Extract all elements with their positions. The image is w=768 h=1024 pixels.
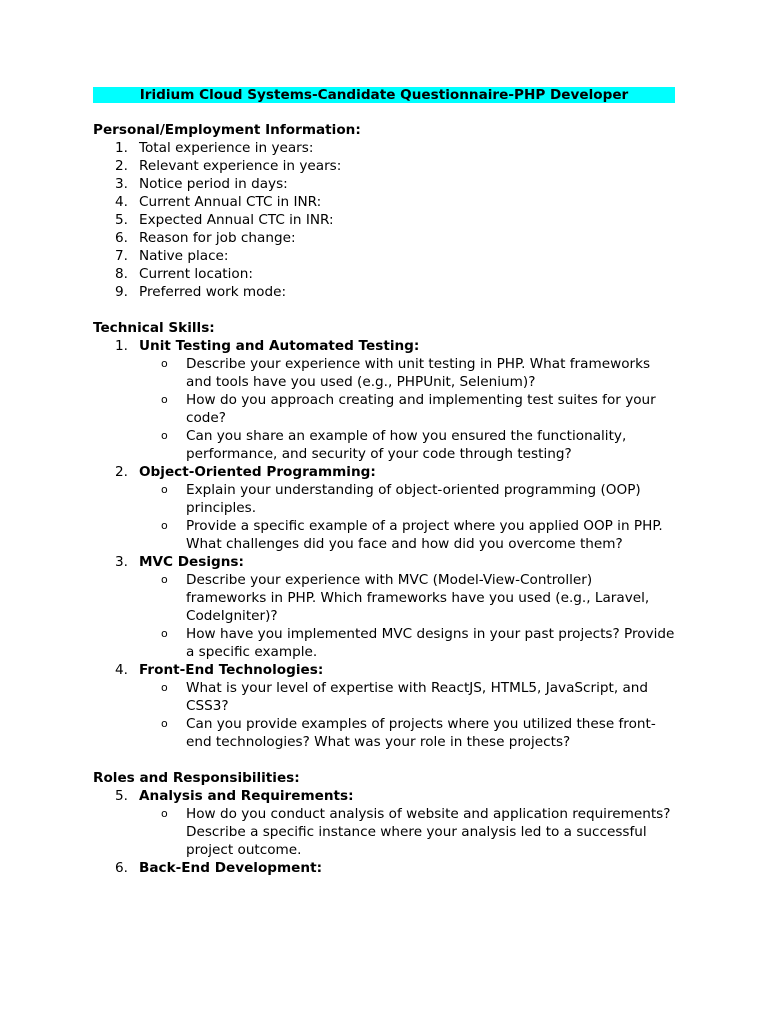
technical-skills-list: [93, 337, 683, 751]
list-number: 5.: [115, 788, 128, 804]
list-number: 4.: [115, 662, 128, 678]
list-item-text: Native place:: [139, 248, 229, 264]
question-item: [93, 715, 676, 751]
personal-info-item: [93, 175, 683, 193]
list-number: 9.: [115, 284, 128, 300]
list-number: 1.: [115, 140, 128, 156]
question-text: How do you conduct analysis of website and application requirements? Describe a specific instance where your analysis led to a successful project outcome.: [186, 806, 671, 858]
topic-title: MVC Designs:: [139, 554, 244, 570]
question-item: [93, 481, 676, 517]
topic-heading: [93, 787, 683, 805]
bullet-icon: o: [161, 807, 168, 820]
bullet-icon: o: [161, 357, 168, 370]
question-text: Describe your experience with MVC (Model-View-Controller) frameworks in PHP. Which frameworks have you used (e.g., Laravel, CodeIgniter)?: [186, 572, 650, 624]
bullet-icon: o: [161, 393, 168, 406]
question-item: [93, 427, 676, 463]
document-title: Iridium Cloud Systems-Candidate Questionnaire-PHP Developer: [93, 87, 675, 103]
question-text: How have you implemented MVC designs in your past projects? Provide a specific example.: [186, 626, 675, 660]
personal-info-item: [93, 193, 683, 211]
list-item-text: Relevant experience in years:: [139, 158, 342, 174]
bullet-icon: o: [161, 627, 168, 640]
list-number: 3.: [115, 176, 128, 192]
question-text: Explain your understanding of object-oriented programming (OOP) principles.: [186, 482, 641, 516]
personal-info-item: [93, 265, 683, 283]
question-text: What is your level of expertise with ReactJS, HTML5, JavaScript, and CSS3?: [186, 680, 649, 714]
list-item-text: Notice period in days:: [139, 176, 288, 192]
personal-section-heading: Personal/Employment Information:: [93, 122, 361, 138]
topic-heading: [93, 661, 683, 679]
list-number: 2.: [115, 158, 128, 174]
question-text: How do you approach creating and implementing test suites for your code?: [186, 392, 656, 426]
question-text: Can you provide examples of projects where you utilized these front-end technologies? What was your role in these projects?: [186, 716, 656, 750]
list-item-text: Preferred work mode:: [139, 284, 287, 300]
topic-title: Front-End Technologies:: [139, 662, 324, 678]
question-text: Can you share an example of how you ensured the functionality, performance, and security of your code through testing?: [186, 428, 627, 462]
question-item: [93, 679, 676, 715]
question-text: Describe your experience with unit testing in PHP. What frameworks and tools have you used (e.g., PHPUnit, Selenium)?: [186, 356, 651, 390]
personal-info-list: [93, 139, 683, 301]
list-item-text: Current Annual CTC in INR:: [139, 194, 322, 210]
list-number: 6.: [115, 860, 128, 876]
personal-info-item: [93, 139, 683, 157]
personal-info-item: [93, 157, 683, 175]
question-item: [93, 805, 676, 859]
personal-info-item: [93, 229, 683, 247]
question-item: [93, 391, 676, 427]
bullet-icon: o: [161, 429, 168, 442]
topic-heading: [93, 463, 683, 481]
topic-title: Back-End Development:: [139, 860, 323, 876]
question-item: [93, 517, 676, 553]
personal-info-item: [93, 283, 683, 301]
list-number: 6.: [115, 230, 128, 246]
list-number: 5.: [115, 212, 128, 228]
list-number: 8.: [115, 266, 128, 282]
list-number: 2.: [115, 464, 128, 480]
question-item: [93, 625, 676, 661]
document-body: [93, 121, 683, 877]
topic-title: Unit Testing and Automated Testing:: [139, 338, 420, 354]
topic-heading: [93, 337, 683, 355]
roles-responsibilities-list: [93, 787, 683, 877]
question-item: [93, 571, 676, 625]
technical-section-heading: Technical Skills:: [93, 320, 215, 336]
section-spacer: [93, 751, 683, 769]
list-number: 1.: [115, 338, 128, 354]
roles-section-heading: Roles and Responsibilities:: [93, 770, 300, 786]
topic-heading: [93, 553, 683, 571]
list-item-text: Current location:: [139, 266, 253, 282]
topic-title: Analysis and Requirements:: [139, 788, 354, 804]
list-item-text: Total experience in years:: [139, 140, 314, 156]
bullet-icon: o: [161, 717, 168, 730]
topic-heading: [93, 859, 683, 877]
topic-title: Object-Oriented Programming:: [139, 464, 376, 480]
list-item-text: Expected Annual CTC in INR:: [139, 212, 334, 228]
list-number: 3.: [115, 554, 128, 570]
bullet-icon: o: [161, 573, 168, 586]
list-number: 7.: [115, 248, 128, 264]
bullet-icon: o: [161, 681, 168, 694]
list-item-text: Reason for job change:: [139, 230, 296, 246]
personal-info-item: [93, 211, 683, 229]
question-text: Provide a specific example of a project where you applied OOP in PHP. What challenges did you face and how did you overcome them?: [186, 518, 663, 552]
personal-info-item: [93, 247, 683, 265]
question-item: [93, 355, 676, 391]
bullet-icon: o: [161, 483, 168, 496]
section-spacer: [93, 301, 683, 319]
list-number: 4.: [115, 194, 128, 210]
bullet-icon: o: [161, 519, 168, 532]
